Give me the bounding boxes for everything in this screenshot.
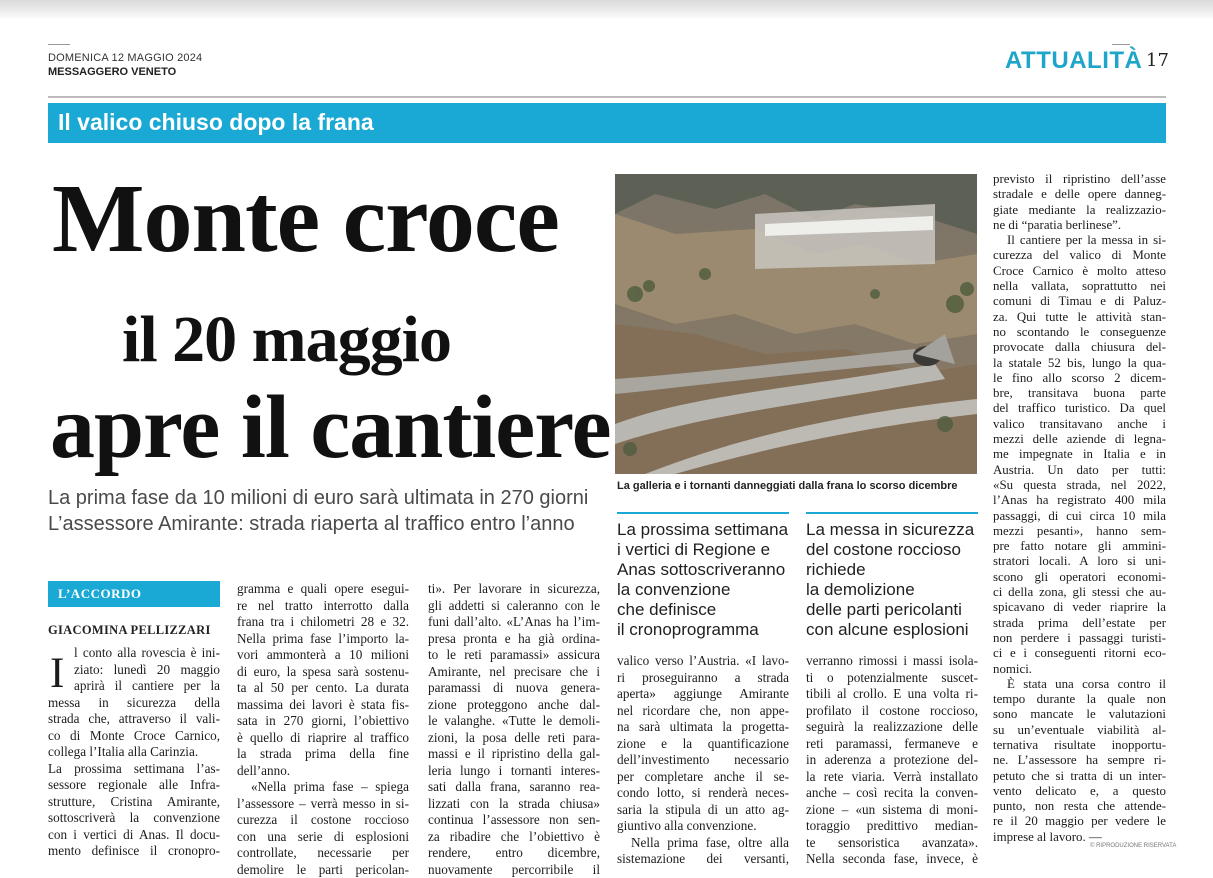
pullquote-2-line: del costone roccioso: [806, 540, 996, 560]
header-tick-right: [1112, 44, 1130, 45]
body-line: te sensoristica avanzata».: [806, 835, 978, 852]
body-line: giuntivo alla convenzione.: [617, 818, 789, 835]
pullquote-2-line: con alcune esplosioni: [806, 620, 996, 640]
body-line: per completare anche il se-: [617, 769, 789, 786]
body-line: Croce Carnico è molto atteso: [993, 264, 1166, 279]
body-line: rendere, entro dicembre,: [428, 845, 600, 862]
body-line: valico verso l’Austria. «I lavo-: [617, 653, 789, 670]
body-line: na sarà ultimata la progetta-: [617, 719, 789, 736]
drop-cap: I: [50, 654, 64, 694]
body-line: dell’investimento necessario: [617, 752, 789, 769]
subheadline-line-1: La prima fase da 10 milioni di euro sarà ultimata in 270 giorni: [48, 487, 588, 510]
body-line: ternativa risultate inopportu-: [993, 738, 1166, 753]
section-label-text: L’ACCORDO: [58, 586, 141, 602]
body-line: aprirà il cantiere per la: [74, 678, 220, 695]
body-line: stratori locali. A loro si uni-: [993, 554, 1166, 569]
body-line: Nella prima fase l’importo la-: [237, 631, 409, 648]
pullquote-1-line: i vertici di Regione e: [617, 540, 797, 560]
body-line: la strada prima della fine: [237, 746, 409, 763]
body-line: comuni di Timau e di Paluz-: [993, 294, 1166, 309]
body-line: è quello di riaprire al traffico: [237, 730, 409, 747]
kicker-bar: [48, 103, 1166, 143]
body-line: curezza del valico di Monte: [993, 248, 1166, 263]
pullquote-2-line: la demolizione: [806, 580, 996, 600]
body-line: bre, transitava buona parte: [993, 386, 1166, 401]
body-line: strada che, attraverso il vali-: [48, 711, 220, 728]
subheadline-line-2: L’assessore Amirante: strada riaperta al traffico entro l’anno: [48, 513, 575, 536]
landslide-photo-illustration: [615, 174, 977, 474]
body-line: Il cantiere per la messa in si-: [993, 233, 1166, 248]
body-line: ta al 50 per cento. La durata: [237, 680, 409, 697]
body-line: nella vallata, soprattutto nei: [993, 279, 1166, 294]
body-line: saria la stipula di un atto ag-: [617, 802, 789, 819]
body-line: continua l’assessore non sen-: [428, 812, 600, 829]
pullquote-1-line: Anas sottoscriveranno: [617, 560, 797, 580]
body-line: demolire le parti pericolan-: [237, 862, 409, 878]
body-line: funi dall’alto. «L’Anas ha l’im-: [428, 614, 600, 631]
body-line: curezza il costone roccioso: [237, 812, 409, 829]
body-column-4: [617, 653, 789, 868]
body-line: strada prima dell’estate per: [993, 616, 1166, 631]
body-line: giate mediante la realizzazio-: [993, 203, 1166, 218]
body-line: messa in sicurezza della: [48, 695, 220, 712]
body-line: le valanghe. «Tutte le demoli-: [428, 713, 600, 730]
landslide-photo: [615, 174, 977, 474]
body-line: ci e i conseguenti ritorni eco-: [993, 646, 1166, 661]
body-line: collega l’Italia alla Carinzia.: [48, 744, 220, 761]
body-line: presa pronta e ha già ordina-: [428, 631, 600, 648]
body-line: l’Anas ha registrato 400 mila: [993, 493, 1166, 508]
body-column-5: [806, 653, 978, 868]
body-line: su un’eventuale viabilità al-: [993, 723, 1166, 738]
body-line: vori ammonterà a 10 milioni: [237, 647, 409, 664]
pullquote-2: [806, 520, 996, 640]
headline-line-1: Monte croce: [52, 164, 559, 274]
body-line: sata in 270 giorni, l’obiettivo: [237, 713, 409, 730]
body-line: zione proteggono anche dal-: [428, 697, 600, 714]
newspaper-name: MESSAGGERO VENETO: [48, 66, 176, 78]
body-line: sistemazione dei versanti,: [617, 851, 789, 868]
body-line: aperta» aggiunge Amirante: [617, 686, 789, 703]
body-line: leria lungo i tornanti interes-: [428, 763, 600, 780]
body-line: Nella prima fase, oltre alla: [617, 835, 789, 852]
body-line: «Nella prima fase – spiega: [237, 779, 409, 796]
body-line: del traffico turistico. Da quel: [993, 401, 1166, 416]
body-line: zione e la quantificazione: [617, 736, 789, 753]
body-line: ti». Per lavorare in sicurezza,: [428, 581, 600, 598]
body-line: frana tra i chilometri 28 e 32.: [237, 614, 409, 631]
body-column-3: [428, 581, 600, 878]
body-line: no scontando le conseguenze: [993, 325, 1166, 340]
body-line: zione – «un sistema di moni-: [806, 802, 978, 819]
body-line: co di Monte Croce Carnico,: [48, 728, 220, 745]
body-line: le fino allo scorso 2 dicem-: [993, 371, 1166, 386]
pullquote-2-rule: [806, 512, 978, 514]
body-line: zioni, la posa delle reti para-: [428, 730, 600, 747]
body-line: sessore regionale alle Infra-: [48, 777, 220, 794]
body-line: imprese al lavoro. —: [993, 830, 1166, 845]
body-line: l’assessore – verrà messo in si-: [237, 796, 409, 813]
body-line: ne. L’assessore ha sempre ri-: [993, 753, 1166, 768]
kicker-text: Il valico chiuso dopo la frana: [58, 109, 374, 136]
body-line: valico transitavano anche i: [993, 417, 1166, 432]
body-line: controllate, necessarie per: [237, 845, 409, 862]
body-line: profilato il costone roccioso,: [806, 703, 978, 720]
body-line: l conto alla rovescia è ini-: [74, 645, 220, 662]
body-line: petuto che si tratta di un inter-: [993, 769, 1166, 784]
byline: GIACOMINA PELLIZZARI: [48, 623, 211, 638]
body-line: mezzi pesanti», hanno sem-: [993, 524, 1166, 539]
body-line: za ribadire che l’obiettivo è: [428, 829, 600, 846]
body-line: sono mancate le valutazioni: [993, 707, 1166, 722]
body-line: Austria. Un dato per tutti:: [993, 463, 1166, 478]
pullquote-1: [617, 520, 797, 640]
body-line: vento delicato e, a questo: [993, 784, 1166, 799]
body-line: con una serie di esplosioni: [237, 829, 409, 846]
body-line: ri proseguiranno a strada: [617, 670, 789, 687]
body-line: gli addetti si caleranno con le: [428, 598, 600, 615]
pullquote-1-line: il cronoprogramma: [617, 620, 797, 640]
body-line: tempo durante la quale non: [993, 692, 1166, 707]
body-line: mezzi delle aziende di legna-: [993, 432, 1166, 447]
body-column-2: [237, 581, 409, 878]
section-label: [48, 581, 220, 607]
body-line: nomici.: [993, 662, 1166, 677]
pullquote-2-line: La messa in sicurezza: [806, 520, 996, 540]
body-line: in aderenza a protezione del-: [806, 752, 978, 769]
page-number: 17: [1146, 50, 1169, 71]
body-line: ci della zona, gli stessi che au-: [993, 585, 1166, 600]
body-line: to le reti paramassi» assicura: [428, 647, 600, 664]
pullquote-2-line: delle parti pericolanti: [806, 600, 996, 620]
body-line: È stata una corsa contro il: [993, 677, 1166, 692]
body-line: paramassi di nuova genera-: [428, 680, 600, 697]
body-column-1: [48, 645, 220, 860]
body-line: Nella seconda fase, invece, è: [806, 851, 978, 868]
body-line: provocate dalla chiusura del-: [993, 340, 1166, 355]
body-line: reti paramassi, fermaneve e: [806, 736, 978, 753]
body-line: nel ricordare che, non appe-: [617, 703, 789, 720]
body-line: condo lotto, si renderà neces-: [617, 785, 789, 802]
body-line: za. Qui tutte le attività stan-: [993, 310, 1166, 325]
body-line: passaggi, di cui circa 10 mila: [993, 509, 1166, 524]
body-line: toraggio predittivo median-: [806, 818, 978, 835]
pullquote-1-line: La prossima settimana: [617, 520, 797, 540]
copyright-notice: © RIPRODUZIONE RISERVATA: [1090, 843, 1176, 849]
header-tick-left: [48, 44, 70, 45]
body-line: lizzati con la strada chiusa»: [428, 796, 600, 813]
body-line: punto, non resta che attende-: [993, 799, 1166, 814]
header-rule: [48, 96, 1166, 98]
body-line: previsto il ripristino dell’asse: [993, 172, 1166, 187]
body-column-6: [993, 172, 1166, 845]
body-line: «Su questa strada, nel 2022,: [993, 478, 1166, 493]
body-line: tibili al crollo. E una volta ri-: [806, 686, 978, 703]
pullquote-1-rule: [617, 512, 789, 514]
top-edge-shadow: [0, 0, 1213, 18]
body-line: nuovamente percorribile il: [428, 862, 600, 878]
body-line: me impegnate in Italia e in: [993, 447, 1166, 462]
body-line: pre fatto notare gli ammini-: [993, 539, 1166, 554]
body-line: sati dalla frana, saranno rea-: [428, 779, 600, 796]
headline-line-2: il 20 maggio: [122, 302, 451, 378]
body-line: gramma e quali opere esegui-: [237, 581, 409, 598]
body-line: dell’anno.: [237, 763, 409, 780]
body-line: la statale 52 bis, lungo la qua-: [993, 356, 1166, 371]
body-line: scono gli operatori economi-: [993, 570, 1166, 585]
body-line: non perdere i passaggi turisti-: [993, 631, 1166, 646]
pullquote-1-line: la convenzione: [617, 580, 797, 600]
body-line: anche – così recita la conven-: [806, 785, 978, 802]
body-line: di euro, la spesa sarà sostenu-: [237, 664, 409, 681]
pullquote-2-line: richiede: [806, 560, 996, 580]
body-line: re nel tratto interrotto dalla: [237, 598, 409, 615]
photo-caption: La galleria e i tornanti danneggiati dalla frana lo scorso dicembre: [617, 480, 957, 492]
body-line: Amirante, nel precisare che i: [428, 664, 600, 681]
body-line: verranno rimossi i massi isola-: [806, 653, 978, 670]
body-line: ne di “paratia berlinese”.: [993, 218, 1166, 233]
body-line: ti o potenzialmente suscet-: [806, 670, 978, 687]
body-line: massima dei lavori è stata fis-: [237, 697, 409, 714]
body-line: strutture, Cristina Amirante,: [48, 794, 220, 811]
pullquote-1-line: che definisce: [617, 600, 797, 620]
body-line: massi e il ripristino della gal-: [428, 746, 600, 763]
body-line: mento definisce il cronopro-: [48, 843, 220, 860]
body-line: sottoscriverà la convenzione: [48, 810, 220, 827]
body-line: stradale e delle opere danneg-: [993, 187, 1166, 202]
body-line: la rete viaria. Verrà installato: [806, 769, 978, 786]
body-line: re il 20 maggio per vedere le: [993, 814, 1166, 829]
body-line: seguirà la realizzazione delle: [806, 719, 978, 736]
headline-line-3: apre il cantiere: [50, 378, 611, 478]
body-line: con i vertici di Anas. Il docu-: [48, 827, 220, 844]
body-line: La prossima settimana l’as-: [48, 761, 220, 778]
issue-date: DOMENICA 12 MAGGIO 2024: [48, 52, 202, 64]
section-title: ATTUALITÀ: [1005, 47, 1142, 75]
body-line: spicavano di veder riaprire la: [993, 600, 1166, 615]
body-line: ziato: lunedì 20 maggio: [74, 662, 220, 679]
